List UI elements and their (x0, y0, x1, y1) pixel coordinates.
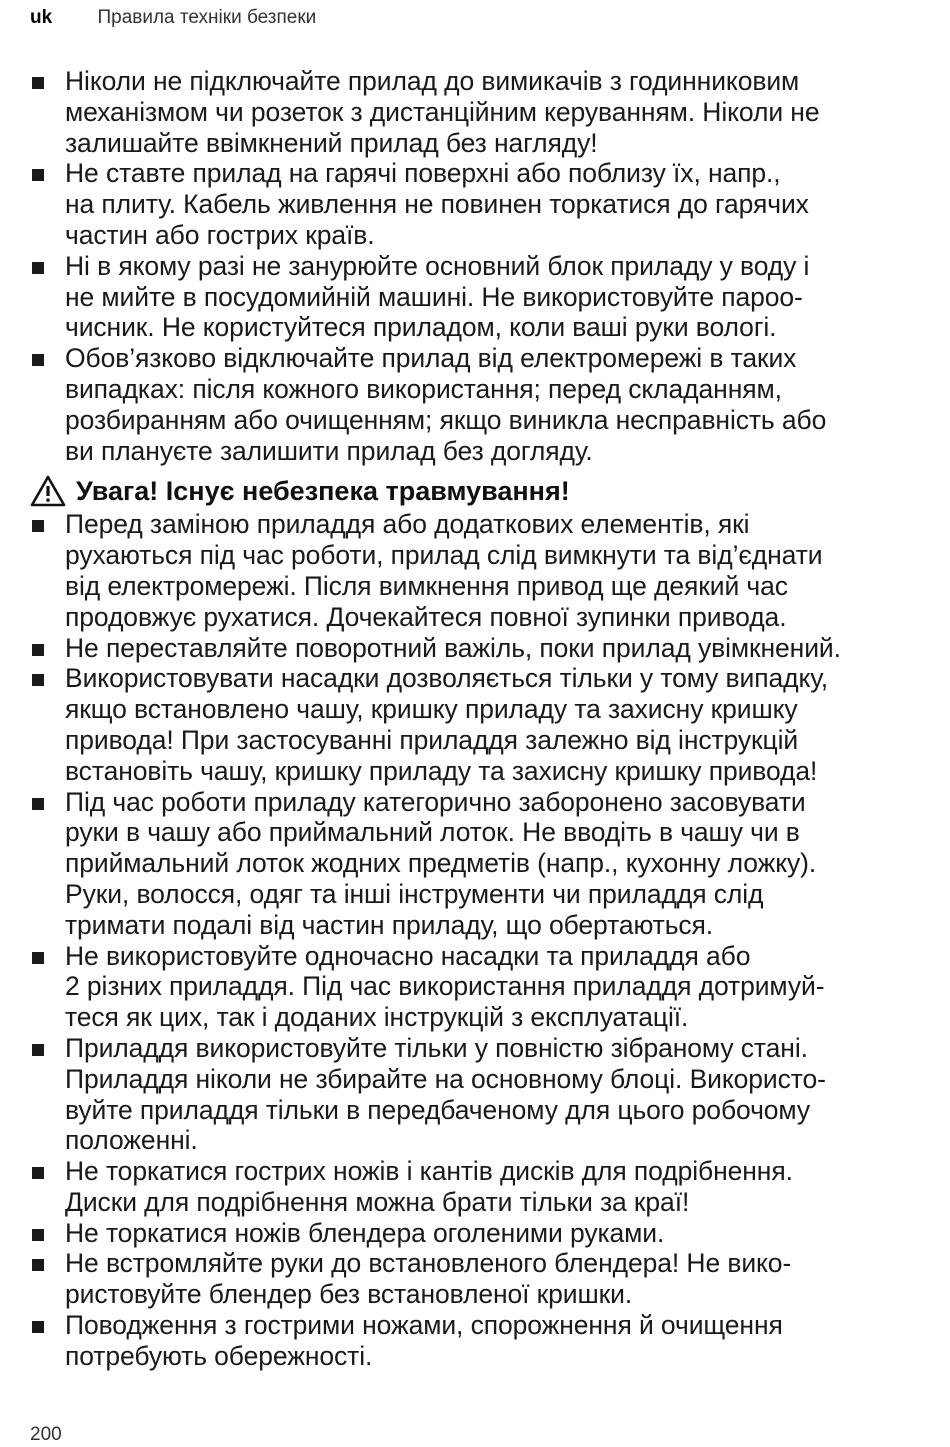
list-item (30, 663, 950, 786)
bullet-square-icon (32, 798, 44, 810)
item-text-line: Диски для подрібнення можна брати тільки за краї! (65, 1186, 690, 1217)
list-item (30, 1248, 950, 1310)
page-number: 200 (30, 1424, 62, 1445)
item-text-line: Під час роботи приладу категорично заборонено засовувати (65, 786, 806, 817)
list-item (30, 251, 950, 343)
bullet-square-icon (32, 354, 44, 366)
list-item (30, 66, 950, 158)
item-text-line: Використовувати насадки дозволяється тільки у тому випадку, (65, 663, 829, 694)
list-item (30, 633, 950, 664)
item-text-line: положенні. (65, 1125, 198, 1156)
safety-list-injury (30, 509, 950, 1371)
section-title: Правила техніки безпеки (97, 7, 317, 28)
item-text-line: привода! При застосуванні приладдя залежно від інструкцій (65, 724, 799, 755)
item-text-line: Не торкатися ножів блендера оголеними руками. (65, 1217, 665, 1248)
item-text-line: Не переставляйте поворотний важіль, поки прилад увімкнений. (65, 632, 841, 663)
bullet-square-icon (32, 520, 44, 532)
warning-heading (30, 473, 950, 509)
safety-content (30, 66, 950, 1372)
item-text-line: потребують обережності. (65, 1340, 373, 1371)
item-text-line: 2 різних приладдя. Під час використання приладдя дотримуй- (65, 971, 825, 1002)
item-text-line: частин або гострих країв. (65, 219, 375, 250)
item-text-line: Не ставте прилад на гарячі поверхні або поблизу їх, напр., (65, 158, 781, 189)
bullet-square-icon (32, 674, 44, 686)
item-text-line: механізмом чи розеток з дистанційним керуванням. Ніколи не (65, 96, 820, 127)
list-item (30, 509, 950, 632)
item-text-line: випадках: після кожного використання; перед складанням, (65, 373, 782, 404)
item-text-line: Не торкатися гострих ножів і кантів дисків для подрібнення. (65, 1156, 793, 1187)
item-text-line: ви плануєте залишити прилад без догляду. (65, 435, 593, 466)
list-item (30, 1218, 950, 1249)
item-text-line: Обов’язково відключайте прилад від електромережі в таких (65, 343, 797, 374)
item-text-line: Руки, волосся, одяг та інші інструменти чи приладдя слід (65, 878, 764, 909)
item-text-line: Не встромляйте руки до встановленого блендера! Не вико- (65, 1248, 792, 1279)
item-text-line: якщо встановлено чашу, кришку приладу та захисну кришку (65, 694, 798, 725)
page-header (30, 6, 316, 30)
item-text-line: ристовуйте блендер без встановленої кришки. (65, 1279, 633, 1310)
warning-text: Увага! Існує небезпека травмування! (76, 475, 570, 506)
bullet-square-icon (32, 77, 44, 89)
list-item (30, 1156, 950, 1218)
item-text-line: Поводження з гострими ножами, спорожнення й очищення (65, 1310, 783, 1341)
item-text-line: вуйте приладдя тільки в передбаченому для цього робочому (65, 1094, 810, 1125)
bullet-square-icon (32, 644, 44, 656)
item-text-line: Приладдя використовуйте тільки у повністю зібраному стані. (65, 1032, 808, 1063)
bullet-square-icon (32, 169, 44, 181)
item-text-line: руки в чашу або приймальний лоток. Не вводіть в чашу чи в (65, 817, 800, 848)
bullet-square-icon (32, 1167, 44, 1179)
item-text-line: Не використовуйте одночасно насадки та приладдя або (65, 940, 751, 971)
bullet-square-icon (32, 1259, 44, 1271)
bullet-square-icon (32, 1229, 44, 1241)
item-text-line: Перед заміною приладдя або додаткових елементів, які (65, 509, 750, 540)
bullet-square-icon (32, 952, 44, 964)
bullet-square-icon (32, 262, 44, 274)
item-text-line: теся як цих, так і доданих інструкцій з експлуатації. (65, 1002, 689, 1033)
list-item (30, 787, 950, 941)
item-text-line: продовжує рухатися. Дочекайтеся повної зупинки привода. (65, 601, 787, 632)
bullet-square-icon (32, 1321, 44, 1333)
list-item (30, 158, 950, 250)
list-item (30, 343, 950, 466)
item-text-line: Ні в якому разі не занурюйте основний блок приладу у воду і (65, 250, 810, 281)
item-text-line: розбиранням або очищенням; якщо виникла несправність або (65, 404, 827, 435)
safety-list-general (30, 66, 950, 466)
item-text-line: Ніколи не підключайте прилад до вимикачів з годинниковим (65, 66, 800, 96)
list-item (30, 1033, 950, 1156)
item-text-line: не мийте в посудомийній машині. Не використовуйте пароо- (65, 281, 803, 312)
list-item (30, 941, 950, 1033)
item-text-line: чисник. Не користуйтеся приладом, коли ваші руки вологі. (65, 312, 777, 343)
item-text-line: від електромережі. Після вимкнення привод ще деякий час (65, 570, 788, 601)
item-text-line: встановіть чашу, кришку приладу та захисну кришку привода! (65, 755, 818, 786)
item-text-line: рухаються під час роботи, прилад слід вимкнути та від’єднати (65, 540, 823, 571)
item-text-line: тримати подалі від частин приладу, що обертаються. (65, 909, 714, 940)
item-text-line: на плиту. Кабель живлення не повинен торкатися до гарячих (65, 189, 809, 220)
language-code: uk (30, 7, 53, 28)
bullet-square-icon (32, 1044, 44, 1056)
item-text-line: залишайте ввімкнений прилад без нагляду! (65, 127, 598, 158)
warning-triangle-icon (30, 475, 66, 507)
item-text-line: приймальний лоток жодних предметів (напр., кухонну ложку). (65, 848, 817, 879)
item-text-line: Приладдя ніколи не збирайте на основному блоці. Використо- (65, 1063, 826, 1094)
list-item (30, 1310, 950, 1372)
